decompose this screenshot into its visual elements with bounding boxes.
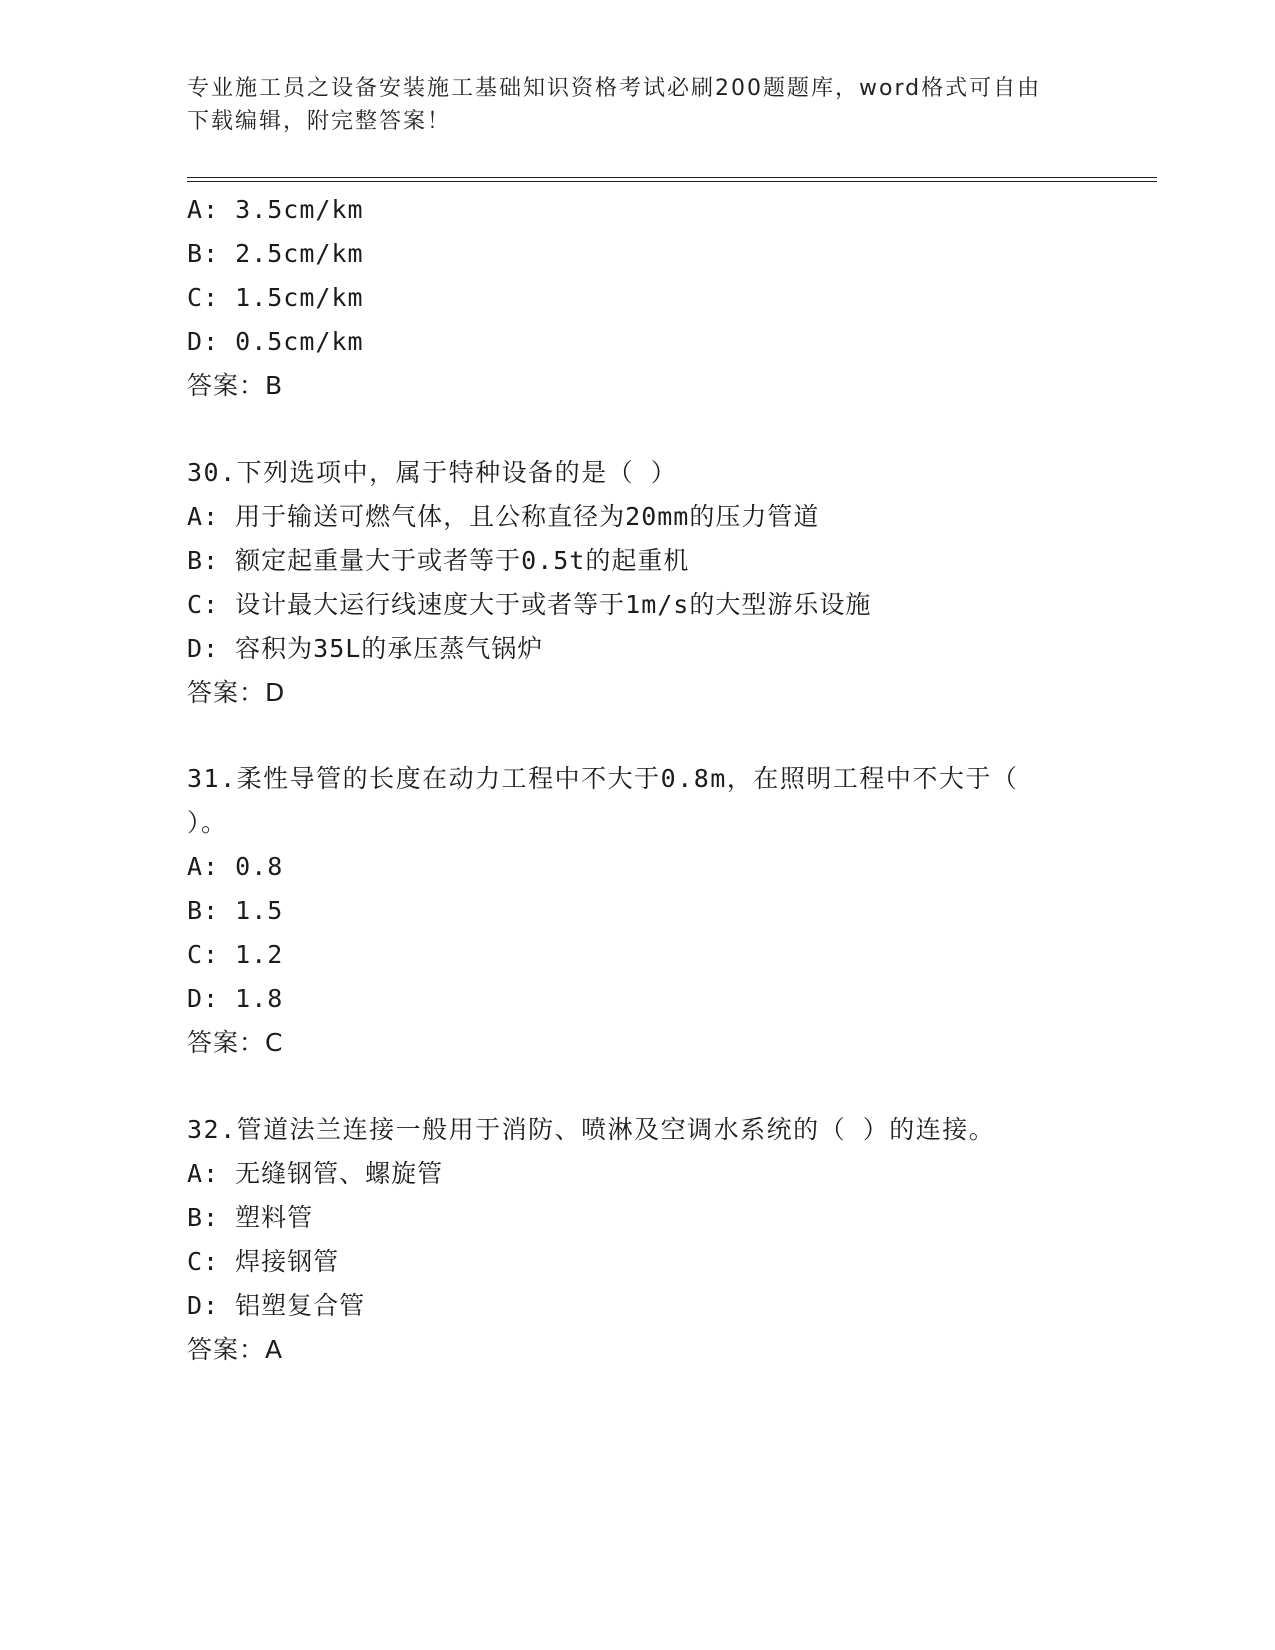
q31-option-c: C: 1.2 (187, 940, 284, 969)
prev-option-a: A: 3.5cm/km (187, 195, 364, 224)
prev-answer: 答案：B (187, 371, 284, 400)
q32-option-c: C: 焊接钢管 (187, 1247, 340, 1276)
q30-option-c: C: 设计最大运行线速度大于或者等于1m/s的大型游乐设施 (187, 590, 872, 619)
q31-option-a: A: 0.8 (187, 852, 284, 881)
document-header (187, 72, 1087, 138)
q31-title-line-1: 31.柔性导管的长度在动力工程中不大于0.8m，在照明工程中不大于（ (187, 764, 1019, 793)
q32-option-b: B: 塑料管 (187, 1203, 314, 1232)
q30-answer: 答案：D (187, 678, 286, 707)
q31-option-b: B: 1.5 (187, 896, 284, 925)
prev-option-b: B: 2.5cm/km (187, 239, 364, 268)
prev-option-c: C: 1.5cm/km (187, 283, 364, 312)
header-divider-top (187, 177, 1157, 178)
q31-answer: 答案：C (187, 1028, 284, 1057)
q30-option-a: A: 用于输送可燃气体，且公称直径为20mm的压力管道 (187, 502, 820, 531)
q32-option-a: A: 无缝钢管、螺旋管 (187, 1159, 444, 1188)
prev-option-d: D: 0.5cm/km (187, 327, 364, 356)
q30-title: 30.下列选项中，属于特种设备的是（ ） (187, 458, 678, 487)
header-line-2: 下载编辑，附完整答案！ (187, 109, 452, 134)
q32-answer: 答案：A (187, 1335, 284, 1364)
q31-option-d: D: 1.8 (187, 984, 284, 1013)
header-divider-bottom (187, 181, 1157, 182)
q32-option-d: D: 铝塑复合管 (187, 1291, 366, 1320)
header-line-1: 专业施工员之设备安装施工基础知识资格考试必刷200题题库，word格式可自由 (187, 76, 1042, 101)
q30-option-b: B: 额定起重量大于或者等于0.5t的起重机 (187, 546, 690, 575)
q32-title: 32.管道法兰连接一般用于消防、喷淋及空调水系统的（ ）的连接。 (187, 1115, 996, 1144)
q31-title-line-2: ）。 (187, 808, 228, 837)
q30-option-d: D: 容积为35L的承压蒸气锅炉 (187, 634, 544, 663)
